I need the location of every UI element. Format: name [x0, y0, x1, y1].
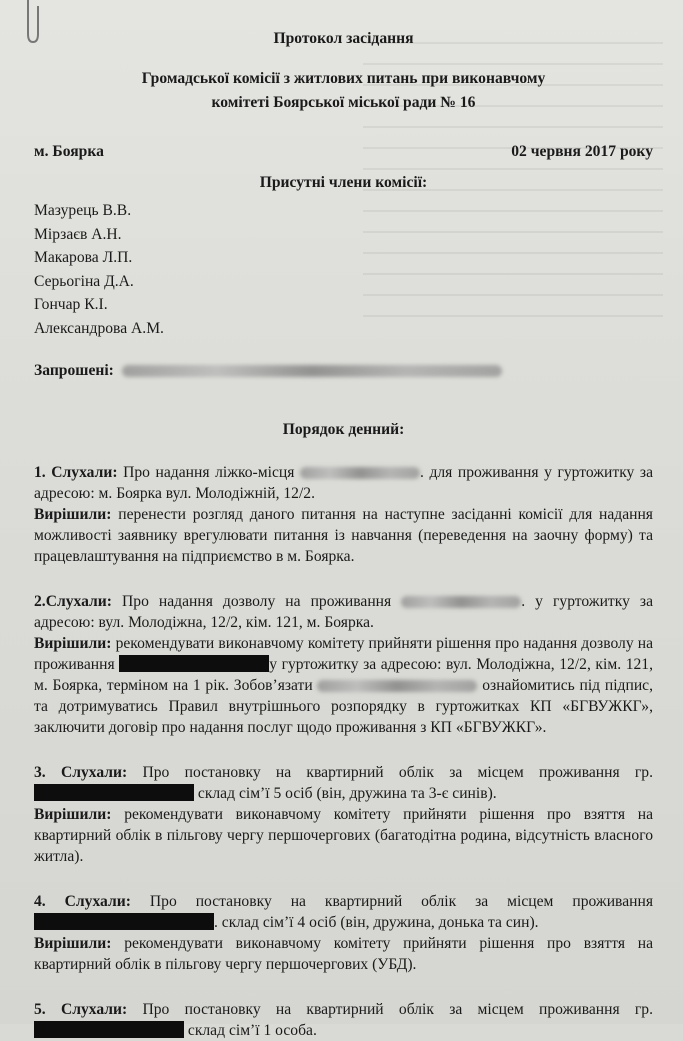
heard-label: 3. Слухали: [34, 764, 128, 781]
heard-label: 2.Слухали: [34, 593, 112, 610]
blurred-redaction [317, 680, 477, 692]
agenda-item-4 [34, 891, 653, 975]
decided-text: ознайомитись під підпис, та дотримуватись Правил внутрішнього розпорядку в гуртожитках КП «БГВУЖКГ», заключити договір про надання послуг щодо проживання з КП «БГВУЖКГ». [34, 677, 653, 736]
invited-label: Запрошені: [34, 362, 114, 379]
decided-text: рекомендувати виконавчому комітету прийняти рішення про взяття на квартирний облік в пільгову чергу першочергових (багатодітна родина, відсутність власного житла). [34, 806, 653, 865]
heard-text: Про постановку на квартирний облік за місцем проживання [149, 893, 653, 910]
heard-paragraph [34, 999, 653, 1041]
heard-text: склад сім’ї 1 особа. [187, 1022, 317, 1039]
heard-text: Про постановку на квартирний облік за місцем проживання гр. [142, 764, 653, 781]
blurred-redaction [401, 596, 521, 608]
decided-label: Вирішили: [34, 506, 112, 523]
document-title: Протокол засідання [273, 30, 414, 47]
decided-text: рекомендувати виконавчому комітету прийняти рішення про взяття на квартирний облік в пільгову чергу першочергових (УБД). [34, 935, 653, 973]
place-date-row [34, 141, 653, 162]
decided-label: Вирішили: [34, 635, 112, 652]
member-name: Мазурець В.В. [34, 202, 132, 219]
subtitle-line-2: комітеті Боярської міської ради № 16 [211, 94, 476, 111]
invited-row [34, 360, 653, 381]
agenda-item-2 [34, 591, 653, 738]
black-redaction [119, 655, 269, 672]
heard-text: Про надання ліжко-місця [123, 464, 295, 481]
decided-text: у гуртожитку за адресою: вул. Молодіжна, 12/2, кім. 121, м. Боярка, терміном на 1 рік. Зобов’язати [34, 656, 653, 694]
heard-label: 1. Слухали: [34, 464, 118, 481]
decided-label: Вирішили: [34, 806, 112, 823]
black-redaction [34, 913, 214, 930]
members-list [34, 199, 653, 340]
black-redaction [34, 784, 194, 801]
decided-paragraph [34, 504, 653, 567]
members-heading: Присутні члени комісії: [259, 174, 428, 191]
heard-label: 4. Слухали: [34, 893, 131, 910]
heard-text: Про постановку на квартирний облік за місцем проживання гр. [142, 1001, 653, 1018]
agenda-item-3 [34, 762, 653, 867]
subtitle-line-1: Громадської комісії з житлових питань при виконавчому [141, 70, 546, 87]
decided-text: перенести розгляд даного питання на наступне засіданні комісії для надання можливості заявнику врегулювати питання із навчання (переведення на заочну форму) та працевлаштування на підприємство в м. Боярка. [34, 506, 653, 565]
date: 02 червня 2017 року [511, 143, 653, 160]
blurred-redaction [122, 365, 502, 377]
document-subtitle [34, 67, 653, 115]
agenda-item-1 [34, 462, 653, 567]
place: м. Боярка [34, 143, 104, 160]
heard-text: . склад сім’ї 4 осіб (він, дружина, донька та син). [214, 914, 539, 931]
decided-label: Вирішили: [34, 935, 112, 952]
blurred-redaction [300, 467, 420, 479]
heard-label: 5. Слухали: [34, 1001, 128, 1018]
member-name: Макарова Л.П. [34, 249, 133, 266]
decided-text: рекомендувати виконавчому комітету прийняти рішення про надання дозволу на проживання [34, 635, 653, 673]
decided-paragraph [34, 633, 653, 738]
decided-paragraph [34, 933, 653, 975]
heard-text: склад сім’ї 5 осіб (він, дружина та 3-є синів). [197, 785, 497, 802]
heard-paragraph [34, 891, 653, 933]
heard-text: . для проживання у гуртожитку за адресою: м. Боярка вул. Молодіжній, 12/2. [34, 464, 654, 502]
heard-paragraph [34, 462, 653, 504]
member-name: Мірзаєв А.Н. [34, 225, 122, 243]
member-name: Александрова А.М. [34, 319, 164, 337]
member-name: Гончар К.І. [34, 296, 108, 313]
heard-paragraph [34, 762, 653, 804]
agenda-heading: Порядок денний: [282, 421, 405, 438]
heard-paragraph [34, 591, 653, 633]
heard-text: Про надання дозволу на проживання [122, 593, 392, 610]
paper-clip-icon [22, 0, 40, 46]
agenda-item-5 [34, 999, 653, 1041]
heard-text: . у гуртожитку за адресою: вул. Молодіжна, 12/2, кім. 121, м. Боярка. [34, 593, 653, 631]
member-name: Серьогіна Д.А. [34, 272, 134, 290]
decided-paragraph [34, 804, 653, 867]
